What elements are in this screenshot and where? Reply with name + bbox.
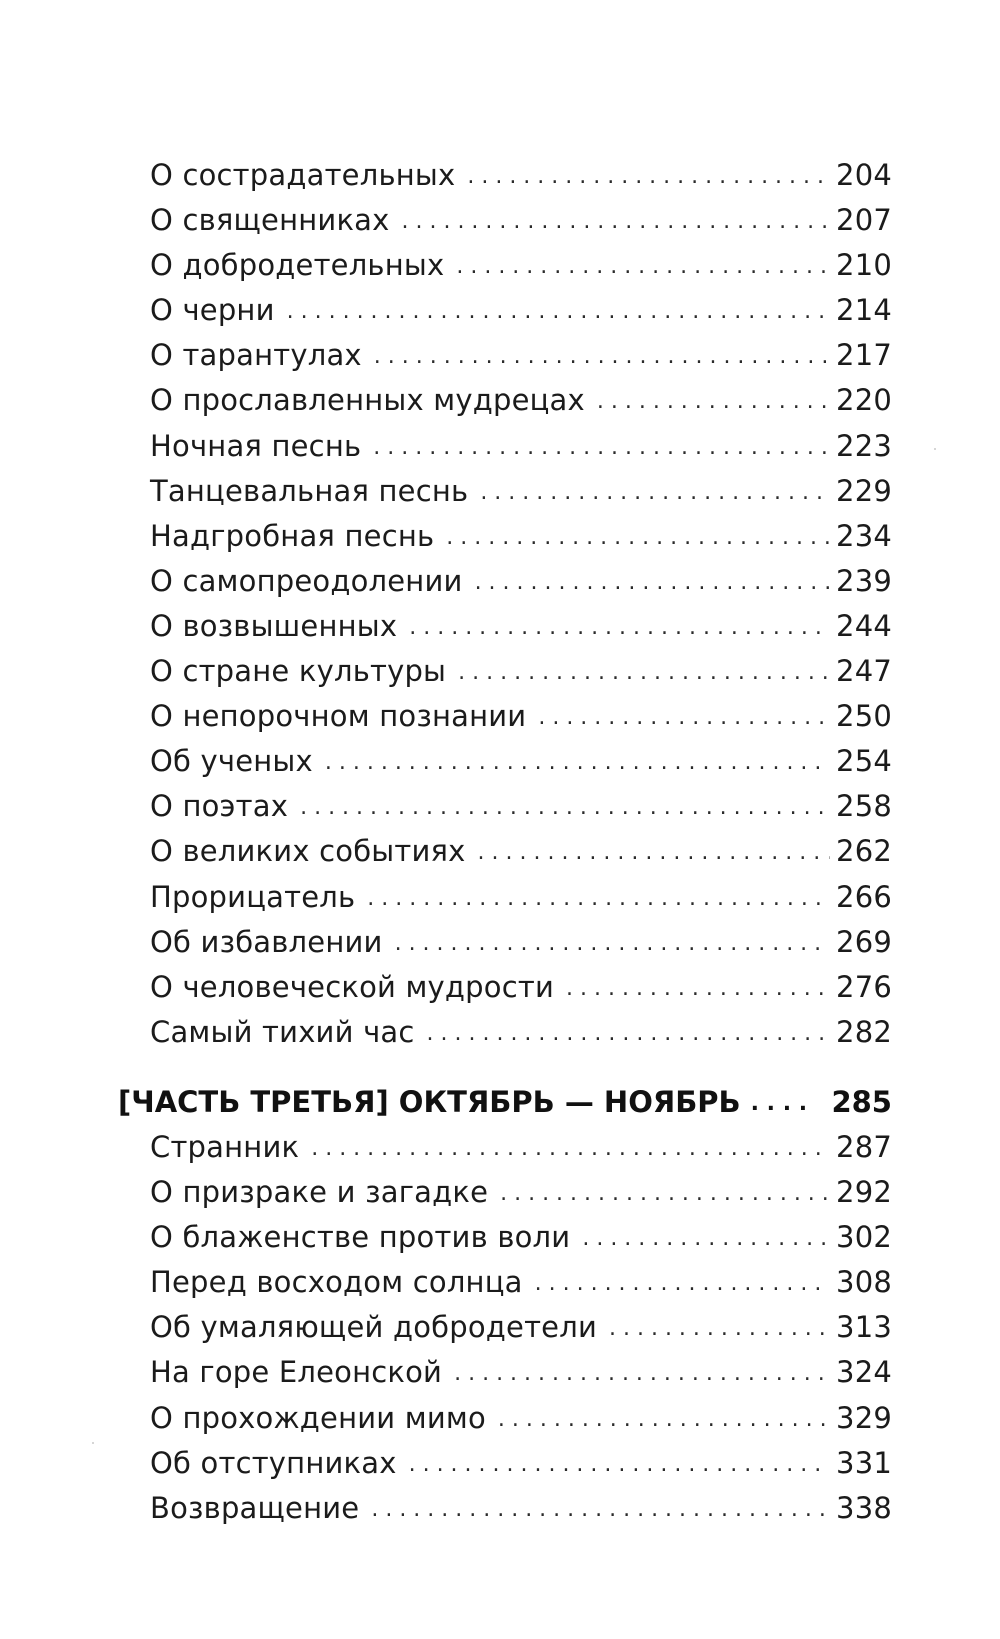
toc-entry-page: 282 [836,1014,892,1049]
toc-entry-title: О человеческой мудрости [150,969,555,1004]
toc-entry [150,880,892,925]
toc-entry-title: О поэтах [150,789,289,824]
toc-entry [150,744,892,789]
toc-entry-page: 244 [836,608,892,643]
toc-entry-title: Перед восходом солнца [150,1265,523,1300]
toc-entry-title: Прорицатель [150,879,356,914]
toc-entry-title: Танцевальная песнь [150,473,469,508]
toc-entry-title: Об отступниках [150,1445,397,1480]
dot-leader [371,1497,830,1522]
toc-entry-page: 331 [836,1445,892,1480]
toc-entry-title: О священниках [150,203,390,238]
toc-entry-page: 324 [836,1355,892,1390]
toc-entry [150,248,892,293]
dot-leader [566,976,830,1001]
toc-entry-page: 287 [836,1130,892,1164]
dot-leader [478,840,831,865]
toc-entry-page: 220 [836,383,892,418]
toc-entry-page: 254 [836,744,892,779]
toc-entry-title: О добродетельных [150,248,445,283]
part-three-heading [118,1085,892,1119]
dot-leader [446,525,830,550]
dot-leader [498,1407,830,1432]
toc-entry [150,834,892,879]
toc-entry-page: 338 [836,1490,892,1525]
dot-leader [427,1021,831,1046]
toc-entry-page: 229 [836,473,892,508]
toc-entry-page: 292 [836,1175,892,1210]
toc-entry-page: 214 [836,293,892,328]
toc-entry-title: Надгробная песнь [150,518,435,553]
dot-leader [535,1271,830,1296]
dot-leader [609,1316,830,1341]
toc-entry-page: 329 [836,1400,892,1435]
paper-speck [934,448,936,450]
toc-entry-page: 207 [836,203,892,238]
toc-entry [150,654,892,699]
toc-entry-page: 266 [836,879,892,914]
toc-part-three [150,1130,892,1536]
toc-entry [150,609,892,654]
toc-entry-title: О самопреодолении [150,563,463,598]
toc-entry [150,1401,892,1446]
part-three-page: 285 [831,1085,892,1119]
toc-entry [150,1310,892,1355]
toc-entry [150,1265,892,1310]
toc-entry [150,1446,892,1491]
toc-entry [150,429,892,474]
dot-leader [500,1181,830,1206]
toc-entry [150,564,892,609]
toc-entry-title: Об ученых [150,744,313,779]
dot-leader [597,389,830,414]
toc-entry [150,519,892,564]
dot-leader [582,1226,830,1251]
dot-leader [374,344,830,369]
toc-entry [150,970,892,1015]
toc-entry-title: Ночная песнь [150,428,362,463]
toc-entry [150,383,892,428]
dot-leader [409,1452,830,1477]
toc-entry-page: 217 [836,338,892,373]
toc-entry-title: О тарантулах [150,338,362,373]
toc-entry-page: 234 [836,518,892,553]
toc-entry [150,1355,892,1400]
toc-entry-page: 269 [836,924,892,959]
toc-part-two-continued [150,158,892,1060]
toc-entry-page: 239 [836,563,892,598]
dot-leader [751,1091,816,1116]
dot-leader [373,435,830,460]
toc-entry-title: На горе Елеонской [150,1355,443,1390]
toc-entry-title: О непорочном познании [150,699,527,734]
toc-entry [150,338,892,383]
dot-leader [480,480,830,505]
dot-leader [367,886,830,911]
dot-leader [409,615,830,640]
toc-entry-title: Об умаляющей добродетели [150,1310,597,1345]
toc-entry-page: 302 [836,1220,892,1255]
toc-entry-title: О черни [150,293,275,328]
toc-entry-page: 250 [836,699,892,734]
toc-entry [150,1130,892,1175]
toc-entry [150,789,892,834]
toc-entry-page: 223 [836,428,892,463]
toc-entry-page: 210 [836,248,892,283]
dot-leader [475,570,830,595]
toc-entry-title: Об избавлении [150,924,383,959]
toc-entry [150,474,892,519]
toc-entry-title: О призраке и загадке [150,1175,489,1210]
toc-entry [150,925,892,970]
toc-entry [150,293,892,338]
toc-entry [150,1220,892,1265]
toc-entry-page: 247 [836,654,892,689]
toc-entry [150,699,892,744]
toc-entry-title: О прохождении мимо [150,1400,486,1435]
toc-entry [150,1175,892,1220]
dot-leader [325,750,830,775]
dot-leader [456,254,830,279]
dot-leader [458,660,830,685]
dot-leader [287,299,830,324]
dot-leader [402,209,831,234]
paper-speck [92,1442,94,1444]
toc-entry [150,1491,892,1536]
toc-entry-title: Странник [150,1130,300,1164]
toc-entry [150,1015,892,1060]
toc-entry-title: О стране культуры [150,654,447,689]
toc-entry-page: 204 [836,158,892,192]
toc-entry-title: Самый тихий час [150,1014,415,1049]
toc-entry-page: 262 [836,834,892,869]
toc-entry-title: О сострадательных [150,158,456,192]
dot-leader [300,795,830,820]
toc-entry [150,158,892,203]
toc-entry-page: 276 [836,969,892,1004]
toc-entry-title: О великих событиях [150,834,466,869]
dot-leader [311,1136,830,1161]
part-three-title: [ЧАСТЬ ТРЕТЬЯ] ОКТЯБРЬ — НОЯБРЬ [118,1085,741,1119]
toc-entry-title: О возвышенных [150,608,398,643]
dot-leader [395,931,830,956]
toc-entry-page: 258 [836,789,892,824]
toc-entry-title: О блаженстве против воли [150,1220,571,1255]
dot-leader [538,705,830,730]
toc-entry-title: Возвращение [150,1490,360,1525]
dot-leader [454,1361,830,1386]
toc-entry [150,203,892,248]
toc-entry-page: 308 [836,1265,892,1300]
toc-entry-title: О прославленных мудрецах [150,383,585,418]
dot-leader [467,164,830,189]
toc-entry-page: 313 [836,1310,892,1345]
